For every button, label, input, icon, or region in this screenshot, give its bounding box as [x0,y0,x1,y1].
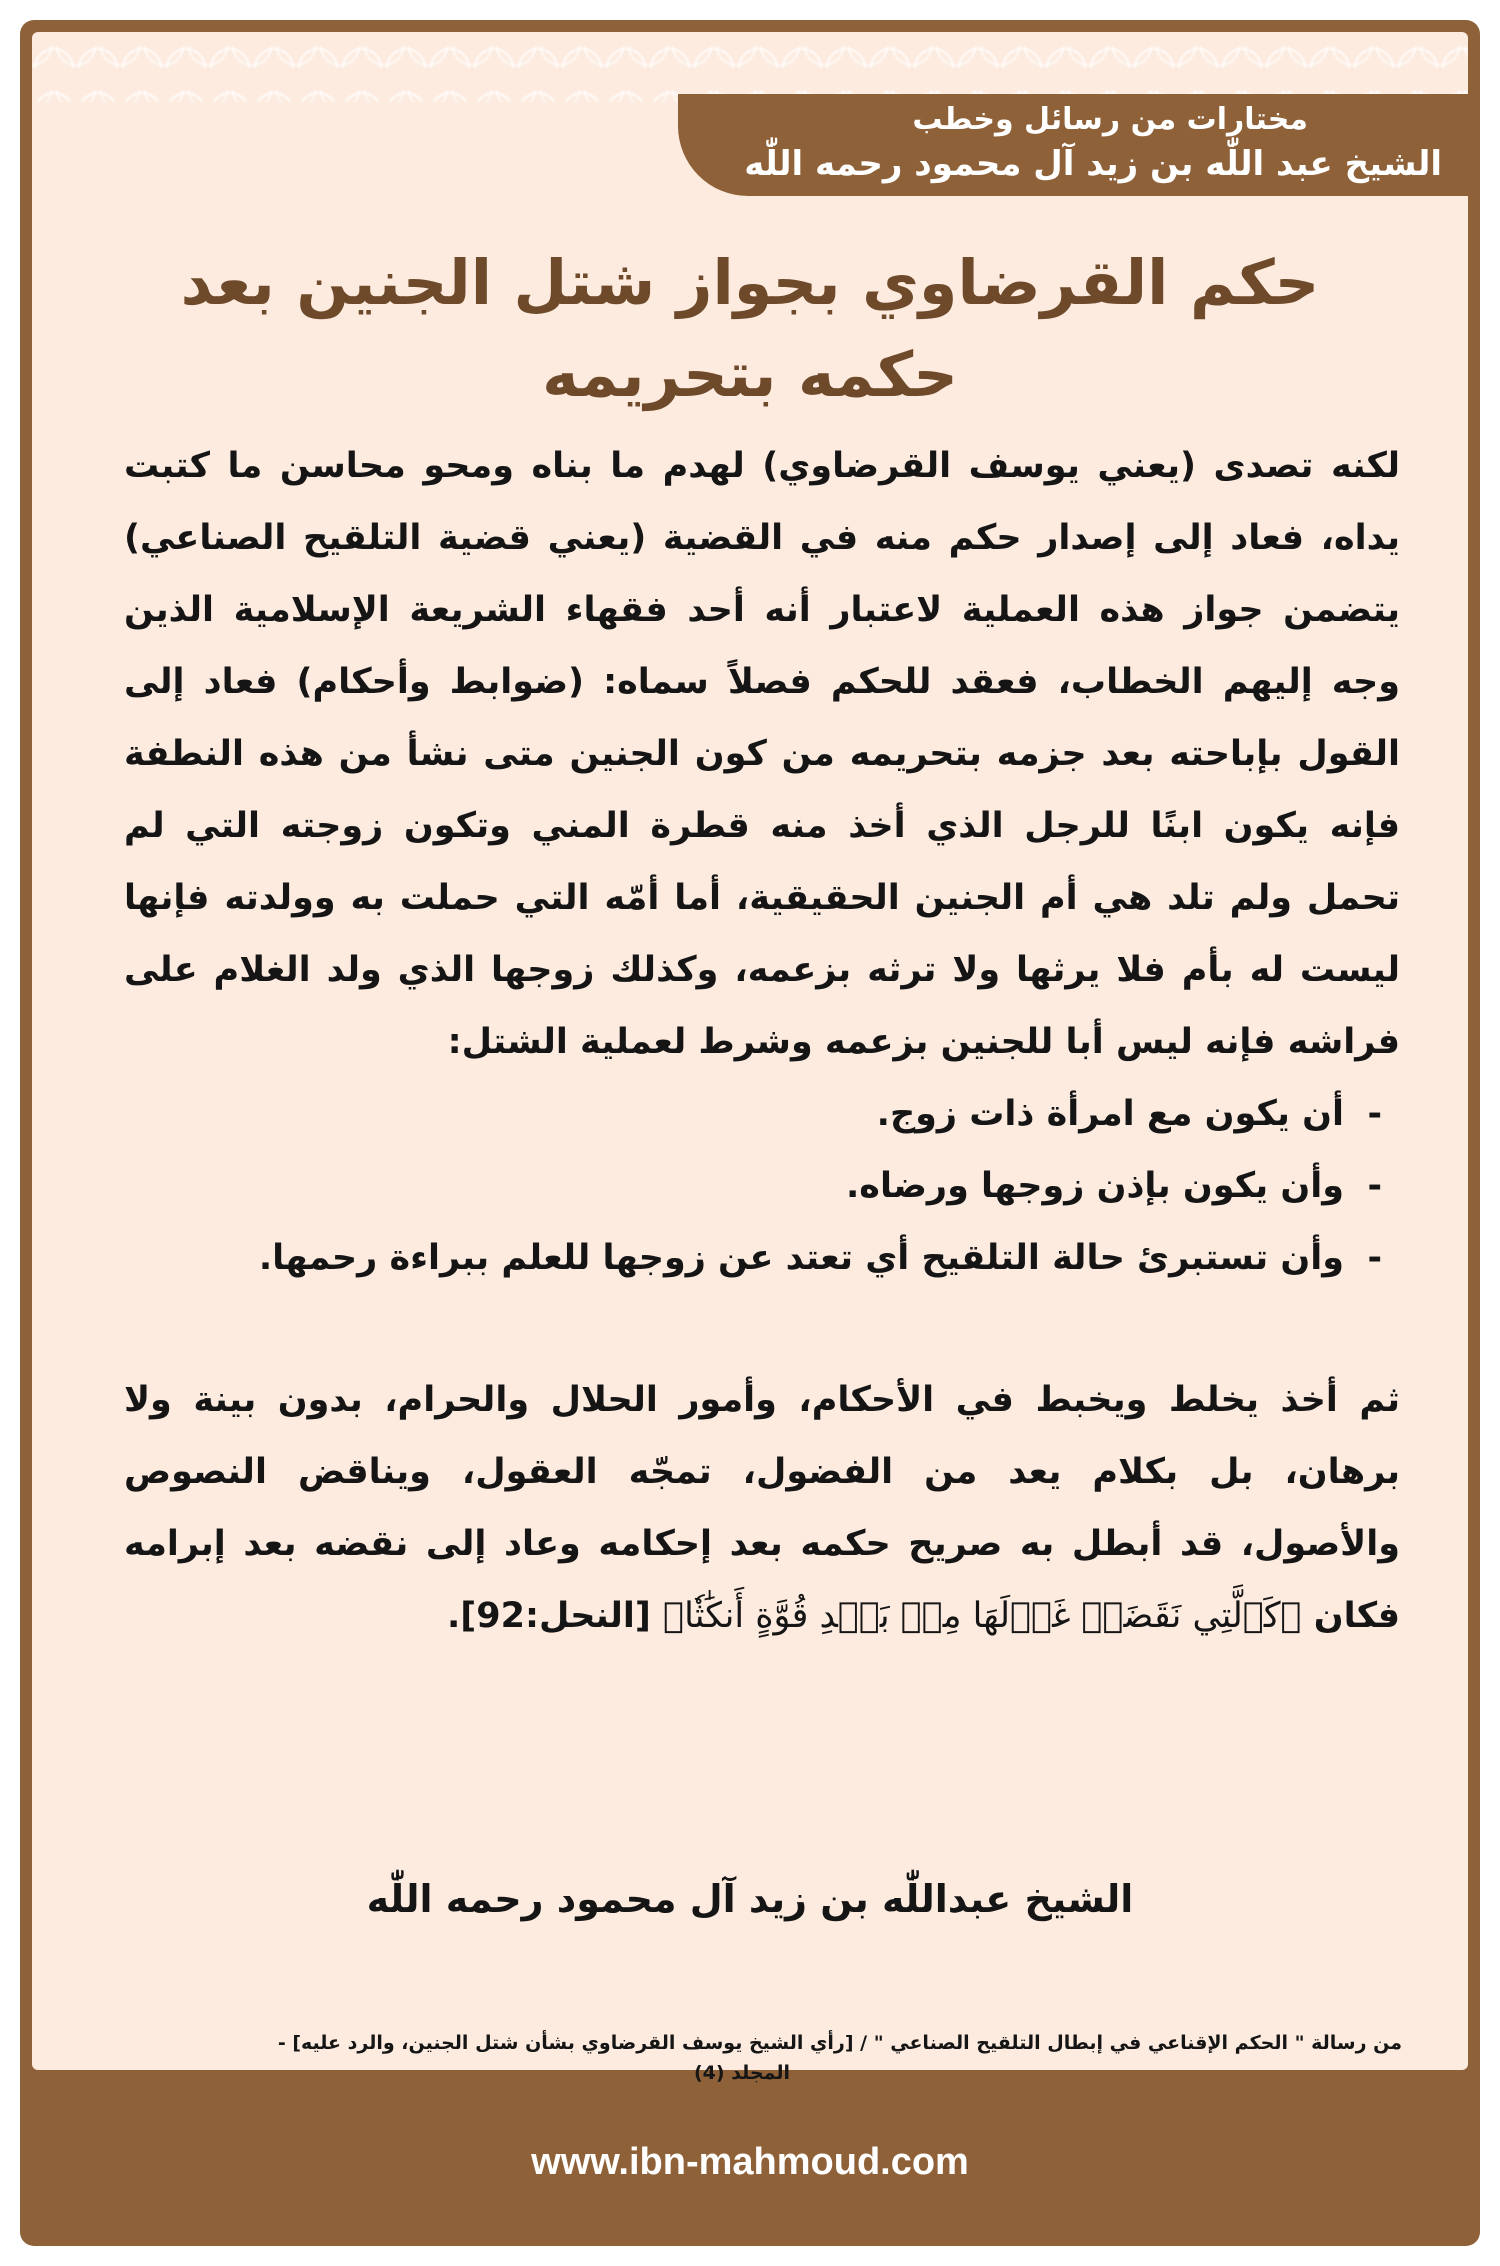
title-line-2: حكمه بتحريمه [542,338,958,411]
list-item-text: وأن تستبرئ حالة التلقيح أي تعتد عن زوجها للعلم ببراءة رحمها. [258,1238,1344,1278]
quran-verse: ﴿كَٱلَّتِي نَقَضَتۡ غَزۡلَهَا مِنۢ بَعۡدِ قُوَّةٍ أَنكَٰثٗا﴾ [663,1596,1302,1636]
title-line-1: حكم القرضاوي بجواز شتل الجنين بعد [180,246,1320,319]
poster-frame [20,20,1480,2246]
list-item-text: أن يكون مع امرأة ذات زوج. [876,1094,1344,1134]
quran-reference: [النحل:92]. [446,1596,664,1636]
list-item: -وأن تستبرئ حالة التلقيح أي تعتد عن زوجها للعلم ببراءة رحمها. [258,1238,1382,1278]
list-item: -أن يكون مع امرأة ذات زوج. [876,1094,1382,1134]
article-body [124,430,1400,1652]
content-card [32,32,1468,2084]
paragraph-2 [124,1364,1400,1652]
conditions-list [124,1078,1400,1294]
article-title [132,237,1368,421]
header-banner [678,94,1468,196]
author-name: الشيخ عبد اللّٰه بن زيد آل محمود رحمه اللّٰه [744,144,1442,184]
paragraph-1: لكنه تصدى (يعني يوسف القرضاوي) لهدم ما بناه ومحو محاسن ما كتبت يداه، فعاد إلى إصدار حكم منه في القضية (يعني قضية التلقيح الصناعي) يتضمن جواز هذه العملية لاعتبار أنه أحد فقهاء الشريعة الإسلامية الذين وجه إليهم الخطاب، فعقد للحكم فصلاً سماه: (ضوابط وأحكام) فعاد إلى القول بإباحته بعد جزمه بتحريمه من كون الجنين متى نشأ من هذه النطفة فإنه يكون ابنًا للرجل الذي أخذ منه قطرة المني وتكون زوجته التي لم تحمل ولم تلد هي أم الجنين الحقيقية، أما أمّه التي حملت به وولدته فإنها ليست له بأم فلا يرثها ولا ترثه بزعمه، وكذلك زوجها الذي ولد الغلام على فراشه فإنه ليس أبا للجنين بزعمه وشرط لعملية الشتل: [124,446,1400,1062]
source-citation: من رسالة " الحكم الإقناعي في إبطال التلقيح الصناعي " / [رأي الشيخ يوسف القرضاوي بشأن شتل الجنين، والرد عليه] - [277,2032,1402,2054]
signature: الشيخ عبداللّٰه بن زيد آل محمود رحمه اللّٰه [366,1877,1134,1921]
list-item-text: وأن يكون بإذن زوجها ورضاه. [846,1166,1344,1206]
list-item: -وأن يكون بإذن زوجها ورضاه. [846,1166,1382,1206]
website-link[interactable]: www.ibn-mahmoud.com [531,2141,969,2183]
paragraph-spacer [124,1294,1400,1364]
series-title: مختارات من رسائل وخطب [912,102,1308,137]
source-volume: المجلد (4) [693,2062,791,2084]
paragraph-2-text: ثم أخذ يخلط ويخبط في الأحكام، وأمور الحلال والحرام، بدون بينة ولا برهان، بل بكلام يعد من الفضول، تمجّه العقول، ويناقض النصوص والأصول، قد أبطل به صريح حكمه بعد إحكامه وعاد إلى نقضه بعد إبرامه فكان [124,1380,1400,1636]
header-pattern [32,32,1468,102]
